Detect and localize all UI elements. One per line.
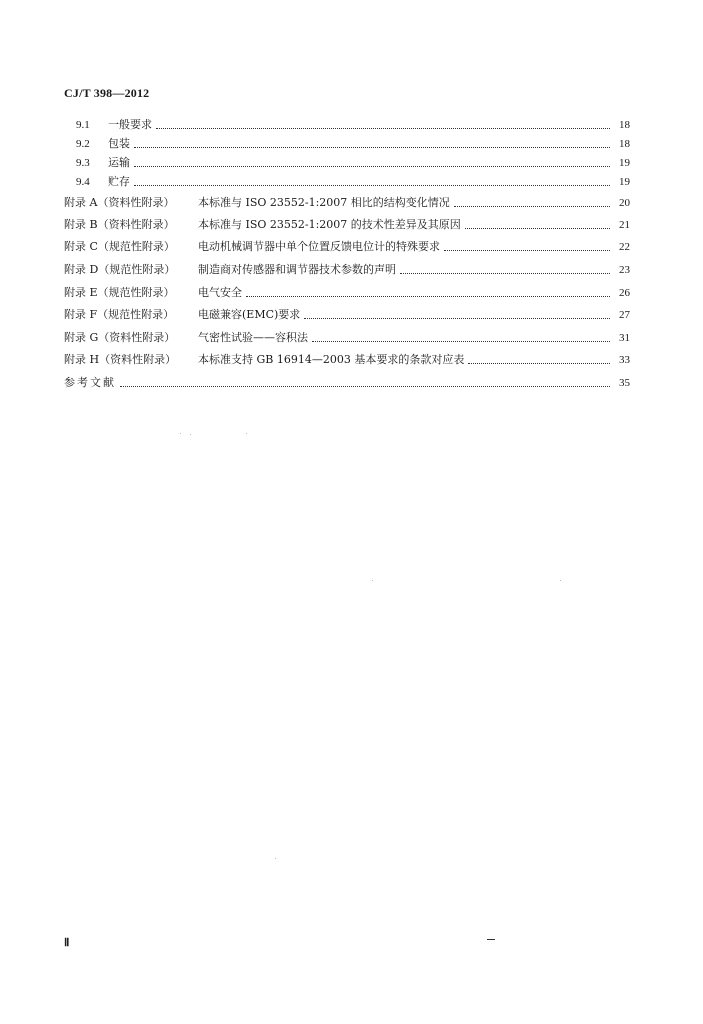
appendix-label: 附录 C（规范性附录） (64, 240, 175, 253)
dot-leader (120, 385, 610, 387)
appendix-page: 20 (619, 197, 630, 209)
scan-speck (372, 580, 373, 581)
toc-appendix-h[interactable] (64, 351, 630, 367)
toc-appendix-c[interactable] (64, 238, 630, 254)
appendix-title: 电动机械调节器中单个位置反馈电位计的特殊要求 (198, 240, 440, 253)
dot-leader (134, 165, 610, 167)
page-number-roman: Ⅱ (64, 937, 70, 949)
toc-appendix-g[interactable] (64, 329, 630, 345)
dot-leader (400, 272, 610, 274)
scan-speck (275, 858, 276, 859)
appendix-title: 气密性试验——容积法 (198, 331, 308, 344)
footer-mark (487, 939, 495, 940)
scan-speck (190, 434, 191, 435)
appendix-title: 本标准与 ISO 23552-1:2007 的技术性差异及其原因 (198, 218, 461, 231)
toc-entry-number: 9.1 (76, 119, 90, 131)
toc-entry-title: 包装 (108, 137, 130, 150)
appendix-title: 电磁兼容(EMC)要求 (198, 308, 301, 321)
dot-leader (304, 317, 610, 319)
toc-appendix-a[interactable] (64, 194, 630, 210)
references-page: 35 (619, 377, 630, 389)
appendix-label: 附录 B（资料性附录） (64, 218, 175, 231)
dot-leader (156, 127, 610, 129)
appendix-page: 21 (619, 219, 630, 231)
toc-entry-9-4[interactable] (76, 173, 630, 189)
toc-entry-title: 一般要求 (108, 118, 152, 131)
dot-leader (468, 362, 610, 364)
toc-entry-page: 19 (619, 176, 630, 188)
appendix-title: 本标准与 ISO 23552-1:2007 相比的结构变化情况 (198, 196, 450, 209)
dot-leader (134, 146, 610, 148)
appendix-title: 本标准支持 GB 16914—2003 基本要求的条款对应表 (198, 353, 465, 366)
toc-entry-page: 19 (619, 157, 630, 169)
appendix-label: 附录 E（规范性附录） (64, 286, 175, 299)
toc-entry-9-3[interactable] (76, 154, 630, 170)
scan-speck (246, 433, 247, 434)
dot-leader (134, 184, 610, 186)
dot-leader (246, 295, 610, 297)
toc-entry-number: 9.3 (76, 157, 90, 169)
dot-leader (444, 249, 610, 251)
appendix-label: 附录 H（资料性附录） (64, 353, 177, 366)
toc-entry-title: 贮存 (108, 175, 130, 188)
toc-entry-9-1[interactable] (76, 116, 630, 132)
toc-entry-number: 9.2 (76, 138, 90, 150)
toc-entry-page: 18 (619, 119, 630, 131)
appendix-page: 22 (619, 241, 630, 253)
toc-entry-number: 9.4 (76, 176, 90, 188)
dot-leader (312, 340, 610, 342)
standard-code-header: CJ/T 398—2012 (64, 86, 150, 100)
scan-speck (560, 580, 561, 581)
toc-appendix-b[interactable] (64, 216, 630, 232)
appendix-title: 制造商对传感器和调节器技术参数的声明 (198, 263, 396, 276)
appendix-page: 23 (619, 264, 630, 276)
toc-entry-page: 18 (619, 138, 630, 150)
references-title: 参考文献 (64, 376, 116, 389)
appendix-page: 27 (619, 309, 630, 321)
appendix-page: 33 (619, 354, 630, 366)
appendix-label: 附录 F（规范性附录） (64, 308, 175, 321)
appendix-label: 附录 A（资料性附录） (64, 196, 175, 209)
appendix-label: 附录 G（资料性附录） (64, 331, 176, 344)
toc-appendix-e[interactable] (64, 284, 630, 300)
appendix-title: 电气安全 (198, 286, 242, 299)
toc-appendix-d[interactable] (64, 261, 630, 277)
appendix-page: 31 (619, 332, 630, 344)
toc-references[interactable] (64, 374, 630, 390)
dot-leader (454, 205, 610, 207)
scan-speck (180, 433, 181, 434)
toc-entry-9-2[interactable] (76, 135, 630, 151)
appendix-label: 附录 D（规范性附录） (64, 263, 176, 276)
toc-entry-title: 运输 (108, 156, 130, 169)
dot-leader (465, 227, 610, 229)
appendix-page: 26 (619, 287, 630, 299)
toc-appendix-f[interactable] (64, 306, 630, 322)
